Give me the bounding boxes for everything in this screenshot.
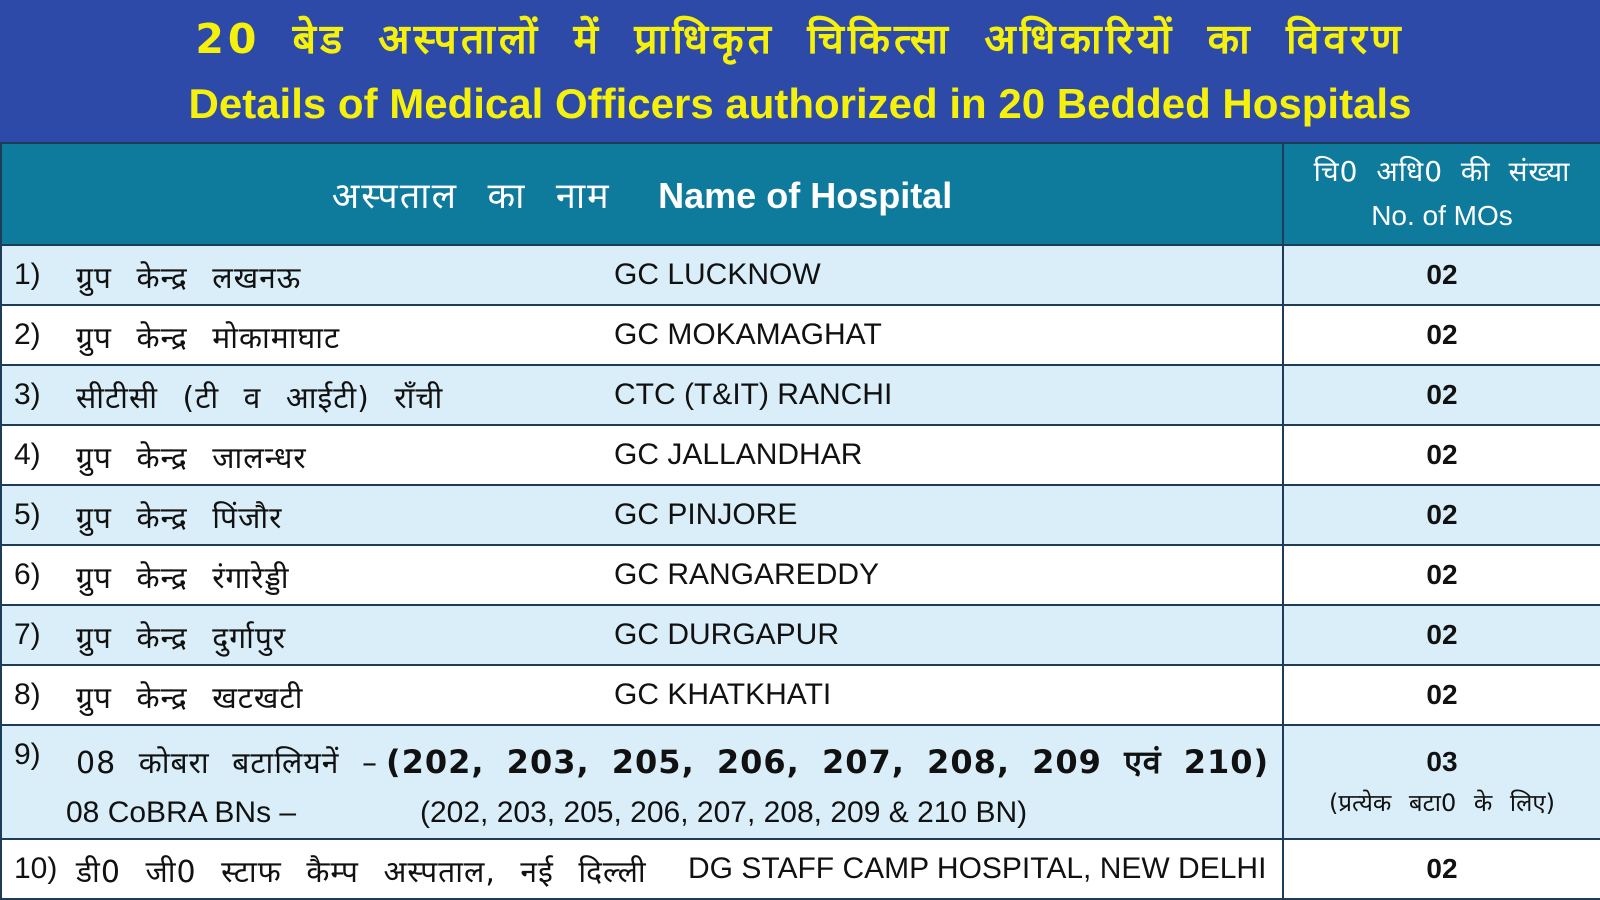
hospital-name-hindi: ग्रुप केन्द्र रंगारेड्डी	[76, 561, 290, 596]
column-header-hospital-english: Name of Hospital	[658, 174, 953, 216]
hospital-cell	[1, 245, 1283, 305]
table-row	[1, 605, 1600, 665]
mo-count: 02	[1283, 245, 1600, 305]
table-row	[1, 365, 1600, 425]
title-hindi: 20 बेड अस्पतालों में प्राधिकृत चिकित्सा अधिकारियों का विवरण	[195, 15, 1405, 63]
hospital-cell	[1, 839, 1283, 899]
mo-count: 02	[1283, 665, 1600, 725]
mo-count: 02	[1283, 365, 1600, 425]
title-banner	[0, 0, 1600, 142]
cobra-name-hindi: 08 कोबरा बटालियनें –	[76, 746, 378, 781]
table-row	[1, 245, 1600, 305]
hospital-name-hindi: ग्रुप केन्द्र मोकामाघाट	[76, 321, 341, 356]
mo-count: 02	[1283, 485, 1600, 545]
cobra-battalions-hindi: (202, 203, 205, 206, 207, 208, 209 एवं 210)	[385, 743, 1270, 781]
table-row	[1, 665, 1600, 725]
cobra-hindi-line	[76, 740, 1269, 783]
row-number: 1)	[14, 258, 41, 291]
hospital-name-hindi: ग्रुप केन्द्र खटखटी	[76, 681, 304, 716]
hospital-name-english: GC LUCKNOW	[614, 258, 821, 291]
hospital-name-hindi: ग्रुप केन्द्र पिंजौर	[76, 501, 283, 536]
mo-count: 02	[1283, 305, 1600, 365]
column-header-mos-hindi: चि0 अधि0 की संख्या	[1313, 155, 1571, 188]
hospital-name-english: GC RANGAREDDY	[614, 558, 880, 591]
hospital-name-english: GC PINJORE	[614, 498, 798, 531]
table-row	[1, 839, 1600, 899]
hospital-name-english: DG STAFF CAMP HOSPITAL, NEW DELHI	[688, 852, 1267, 885]
cobra-name-english: 08 CoBRA BNs –	[66, 796, 297, 829]
hospital-name-hindi: ग्रुप केन्द्र जालन्धर	[76, 441, 307, 476]
per-battalion-note: (प्रत्येक बटा0 के लिए)	[1328, 788, 1556, 817]
row-number: 4)	[14, 438, 41, 471]
row-number: 9)	[14, 738, 41, 771]
hospital-name-english: GC KHATKHATI	[614, 678, 832, 711]
column-header-mos	[1283, 143, 1600, 245]
title-english: Details of Medical Officers authorized in 20 Bedded Hospitals	[188, 80, 1412, 127]
table-row	[1, 485, 1600, 545]
hospital-name-english: CTC (T&IT) RANCHI	[614, 378, 893, 411]
cobra-battalions-english: (202, 203, 205, 206, 207, 208, 209 & 210 BN)	[420, 796, 1028, 829]
hospital-cell	[1, 545, 1283, 605]
hospital-cell	[1, 665, 1283, 725]
hospital-name-hindi: डी0 जी0 स्टाफ कैम्प अस्पताल, नई दिल्ली	[76, 855, 647, 890]
hospital-cell	[1, 485, 1283, 545]
hospital-name-hindi: ग्रुप केन्द्र लखनऊ	[76, 261, 302, 296]
hospital-cell	[1, 605, 1283, 665]
column-header-hospital	[1, 143, 1283, 245]
mo-count: 02	[1283, 605, 1600, 665]
column-header-mos-english: No. of MOs	[1371, 200, 1513, 231]
row-number: 6)	[14, 558, 41, 591]
row-number: 10)	[14, 852, 58, 885]
table-row	[1, 545, 1600, 605]
mo-count: 03	[1426, 745, 1458, 777]
column-header-hospital-hindi: अस्पताल का नाम	[331, 175, 611, 217]
row-number: 7)	[14, 618, 41, 651]
table-header-row	[1, 143, 1600, 245]
mo-count: 02	[1283, 839, 1600, 899]
table-row-cobra	[1, 725, 1600, 839]
hospital-cell	[1, 365, 1283, 425]
medical-officers-table	[0, 142, 1600, 900]
hospital-name-hindi: ग्रुप केन्द्र दुर्गापुर	[76, 621, 287, 656]
hospital-name-hindi: सीटीसी (टी व आईटी) राँची	[76, 381, 444, 416]
row-number: 3)	[14, 378, 41, 411]
mo-count: 02	[1283, 425, 1600, 485]
mo-count: 02	[1283, 545, 1600, 605]
hospital-name-english: GC DURGAPUR	[614, 618, 840, 651]
row-number: 5)	[14, 498, 41, 531]
table-row	[1, 305, 1600, 365]
hospital-name-english: GC JALLANDHAR	[614, 438, 863, 471]
hospital-cell	[1, 725, 1283, 839]
table-row	[1, 425, 1600, 485]
hospital-cell	[1, 425, 1283, 485]
hospital-name-english: GC MOKAMAGHAT	[614, 318, 882, 351]
row-number: 2)	[14, 318, 41, 351]
row-number: 8)	[14, 678, 41, 711]
mo-count-cell	[1283, 725, 1600, 839]
hospital-cell	[1, 305, 1283, 365]
